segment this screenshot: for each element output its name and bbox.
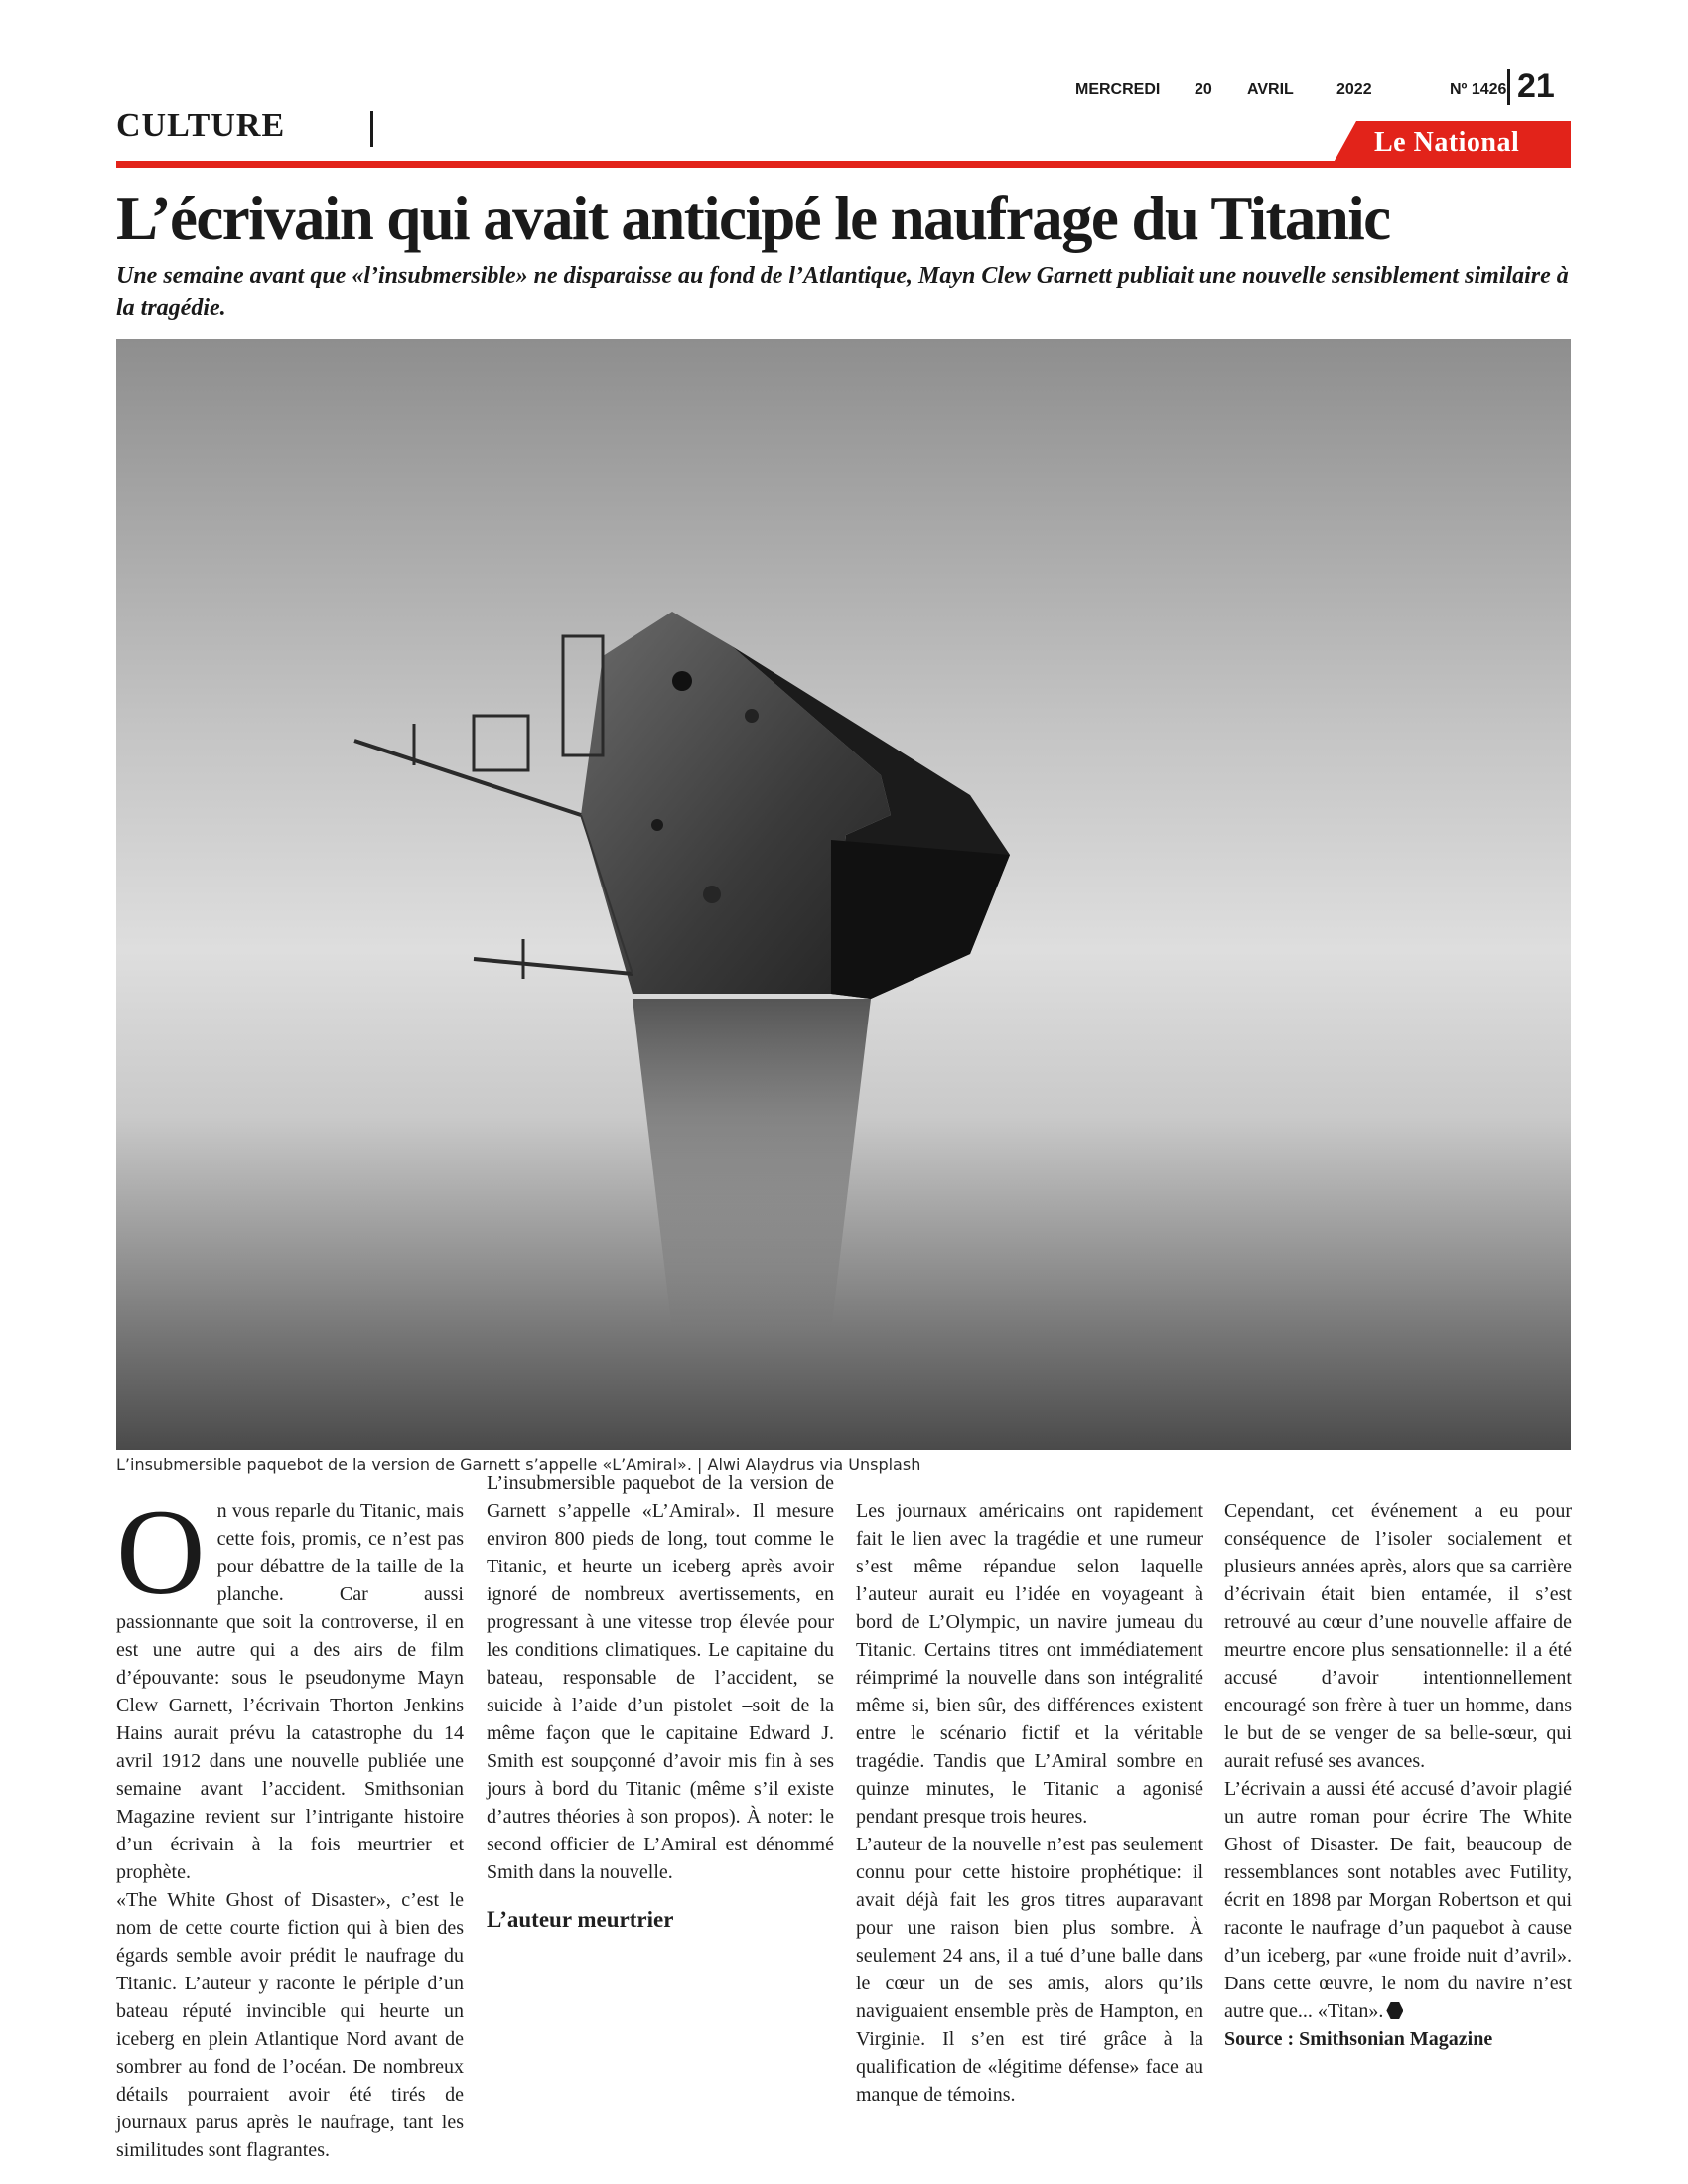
date-day: 20 <box>1195 81 1212 98</box>
photo-caption: L’insubmersible paquebot de la version de Garnett s’appelle «L’Amiral». | Alwi Alaydrus via Unsplash <box>116 1455 921 1474</box>
end-mark-icon <box>1386 2002 1403 2019</box>
column-1 <box>116 1484 464 2164</box>
column-3 <box>856 1497 1203 2109</box>
paragraph-1 <box>116 1484 464 1886</box>
drop-cap: O <box>116 1484 206 1620</box>
paragraph-7-text: L’écrivain a aussi été accusé d’avoir plagié un autre roman pour écrire The White Ghost of Disaster. De fait, beaucoup de ressemblances sont notables avec Futility, écrit en 1898 par Morgan Robertson et qui raconte le naufrage d’un paquebot à cause d’un iceberg, par «une froide nuit d’avril». Dans cette œuvre, le nom du navire n’est autre que... «Titan». <box>1224 1778 1572 2022</box>
page-number: 21 <box>1517 68 1555 105</box>
article-photo <box>116 339 1571 1450</box>
section-divider <box>370 111 373 147</box>
section-label: CULTURE <box>116 107 286 144</box>
headline: L’écrivain qui avait anticipé le naufrage du Titanic <box>116 184 1390 253</box>
paragraph-6: Cependant, cet événement a eu pour conséquence de l’isoler socialement et plusieurs années après, alors que sa carrière d’écrivain était bien entamée, il s’est retrouvé au cœur d’une nouvelle affaire de meurtre encore plus sensationnelle: il a été accusé d’avoir intentionnellement encouragé son frère à tuer un homme, dans le but de se venger de sa belle-sœur, qui aurait refusé ses avances. <box>1224 1500 1572 1772</box>
paragraph-5: L’auteur de la nouvelle n’est pas seulement connu pour cette histoire prophétique: il avait déjà fait les gros titres auparavant pour une raison bien plus sombre. À seulement 24 ans, il a tué d’une balle dans le cœur un de ses amis, alors qu’ils naviguaient ensemble près de Hampton, en Virginie. Il s’en est tiré grâce à la qualification de «légitime défense» face au manque de témoins. <box>856 1834 1203 2106</box>
standfirst: Une semaine avant que «l’insubmersible» ne disparaisse au fond de l’Atlantique, Mayn Clew Garnett publiait une nouvelle sensiblement similaire à la tragédie. <box>116 263 1569 321</box>
column-2 <box>487 1469 834 1946</box>
paragraph-4: Les journaux américains ont rapidement fait le lien avec la tragédie et une rumeur s’est même répandue selon laquelle l’auteur aurait eu l’idée en voyageant à bord de L’Olympic, un navire jumeau du Titanic. Certains titres ont immédiatement réimprimé la nouvelle dans son intégralité même si, bien sûr, des différences existent entre le scénario fictif et la véritable tragédie. Tandis que L’Amiral sombre en quinze minutes, le Titanic a agonisé pendant presque trois heures. <box>856 1500 1203 1828</box>
paragraph-3: L’insubmersible paquebot de la version de Garnett s’appelle «L’Amiral». Il mesure environ 800 pieds de long, tout comme le Titanic, et heurte un iceberg après avoir ignoré de nombreux avertissements, en progressant à une vitesse trop élevée pour les conditions climatiques. Le capitaine du bateau, responsable de l’accident, se suicide à l’aide d’un pistolet –soit de la même façon que le capitaine Edward J. Smith est soupçonné d’avoir mis fin à ses jours à bord du Titanic (même s’il existe d’autres théories à son propos). À noter: le second officier de L’Amiral est dénommé Smith dans la nouvelle. <box>487 1472 834 1883</box>
date-year: 2022 <box>1336 81 1372 98</box>
paragraph-2: «The White Ghost of Disaster», c’est le nom de cette courte fiction qui à bien des égards semble avoir prédit le naufrage du Titanic. L’auteur y raconte le périple d’un bateau réputé invincible qui heurte un iceberg en plein Atlantique Nord avant de sombrer au fond de l’océan. De nombreux détails pourraient avoir été tirés de journaux parus après le naufrage, tant les similitudes sont flagrantes. <box>116 1889 464 2161</box>
issue-number: Nº 1426 <box>1450 81 1507 98</box>
shipwreck-image <box>116 339 1571 1450</box>
page-number-divider <box>1507 69 1510 105</box>
paragraph-1-text: n vous reparle du Titanic, mais cette fois, promis, ce n’est pas pour débattre de la taille de la planche. Car aussi passionnante que soit la controverse, il en est une autre qui a des airs de film d’épouvante: sous le pseudonyme Mayn Clew Garnett, l’écrivain Thorton Jenkins Hains aurait prévu la catastrophe du 14 avril 1912 dans une nouvelle publiée une semaine avant l’accident. Smithsonian Magazine revient sur l’intrigante histoire d’un écrivain à la fois meurtrier et prophète. <box>116 1500 464 1883</box>
source-credit: Source : Smithsonian Magazine <box>1224 2028 1493 2050</box>
paragraph-7 <box>1224 1775 1572 2025</box>
date-line <box>1075 73 1572 103</box>
column-4 <box>1224 1497 1572 2053</box>
brand-name: Le National <box>1374 127 1520 158</box>
date-weekday: MERCREDI <box>1075 81 1161 98</box>
date-month: AVRIL <box>1247 81 1294 98</box>
header-rule <box>116 161 1571 168</box>
subheading: L’auteur meurtrier <box>487 1907 674 1932</box>
